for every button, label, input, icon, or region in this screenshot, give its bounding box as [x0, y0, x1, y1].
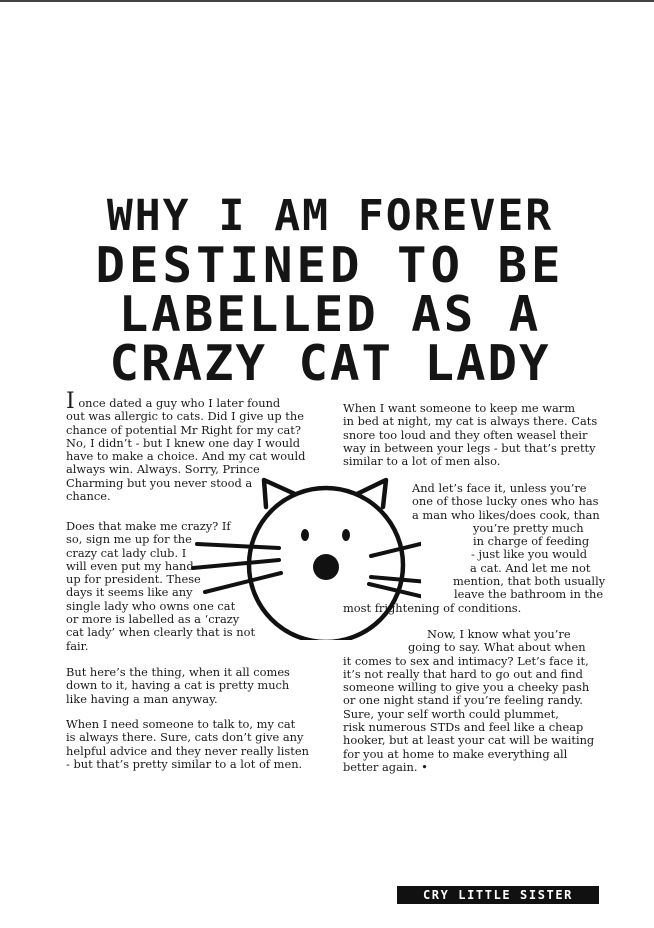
- left-paragraph-3: [66, 666, 290, 706]
- whisker: [193, 560, 279, 568]
- text-line: always win. Always. Sorry, Prince: [66, 462, 260, 477]
- headline-line-3: LABELLED AS A: [118, 286, 542, 343]
- text-line: hooker, but at least your cat will be waiting: [343, 733, 595, 748]
- text-line: in charge of feeding: [473, 534, 590, 549]
- text-line: crazy cat lady club. I: [66, 545, 187, 560]
- text-line: someone willing to give you a cheeky pash: [343, 680, 590, 695]
- cat-left-eye: [301, 529, 309, 541]
- text-line: fair.: [66, 638, 89, 653]
- text-line: is always there. Sure, cats don’t give any: [66, 730, 304, 745]
- text-line: chance of potential Mr Right for my cat?: [66, 422, 301, 437]
- text-line: way in between your legs - but that’s pretty: [343, 440, 596, 455]
- text-line: snore too loud and they often weasel their: [343, 427, 588, 442]
- text-line: When I need someone to talk to, my cat: [66, 717, 296, 731]
- article-headline: [60, 191, 600, 392]
- right-paragraph-1: [343, 402, 597, 468]
- text-line: But here’s the thing, when it all comes: [66, 665, 290, 679]
- right-paragraph-3: [343, 628, 594, 774]
- text-line: have to make a choice. And my cat would: [66, 449, 306, 464]
- text-line: When I want someone to keep me warm: [343, 401, 576, 415]
- text-line: in bed at night, my cat is always there. Cats: [343, 414, 598, 429]
- text-line: Sure, your self worth could plummet,: [343, 706, 559, 721]
- text-line: it comes to sex and intimacy? Let’s face it,: [343, 653, 589, 668]
- text-line: for you at home to make everything all: [343, 746, 568, 761]
- magazine-brand-label: CRY LITTLE SISTER: [397, 886, 599, 904]
- text-line: mention, that both usually: [453, 574, 606, 589]
- whisker: [371, 577, 421, 584]
- text-line: up for president. These: [66, 572, 201, 587]
- headline-line-1: WHY I AM FOREVER: [106, 191, 554, 241]
- text-line: No, I didn’t - but I knew one day I would: [66, 435, 301, 450]
- text-line: single lady who owns one cat: [66, 598, 236, 613]
- top-rule: [0, 0, 654, 2]
- text-line: - but that’s pretty similar to a lot of men.: [66, 756, 303, 771]
- whisker: [205, 573, 281, 592]
- text-line: helpful advice and they never really listen: [66, 743, 309, 758]
- text-line: Now, I know what you’re: [427, 627, 571, 641]
- text-line: And let’s face it, unless you’re: [412, 481, 587, 495]
- text-line: Does that make me crazy? If: [66, 519, 231, 533]
- text-line: so, sign me up for the: [66, 532, 192, 547]
- cat-nose: [313, 554, 339, 580]
- whisker: [197, 544, 279, 548]
- text-line: leave the bathroom in the: [454, 587, 604, 602]
- text-line: or one night stand if you’re feeling randy.: [343, 693, 583, 708]
- text-line: cat lady’ when clearly that is not: [66, 625, 256, 640]
- headline-line-2: DESTINED TO BE: [95, 237, 565, 294]
- text-line: better again. •: [343, 759, 428, 774]
- text-line: Charming but you never stood a: [66, 475, 253, 490]
- text-line: a man who likes/does cook, than: [412, 507, 600, 522]
- cat-whiskers: [193, 532, 421, 602]
- drop-cap: I: [66, 389, 75, 414]
- text-line: chance.: [66, 489, 111, 504]
- text-line: similar to a lot of men also.: [343, 454, 501, 469]
- text-line: days it seems like any: [66, 585, 193, 600]
- text-line: or more is labelled as a ‘crazy: [66, 612, 240, 627]
- text-line: [66, 389, 305, 414]
- cat-right-eye: [342, 529, 350, 541]
- cat-face-icon: [191, 470, 421, 640]
- left-paragraph-4: [66, 718, 309, 771]
- text-line: going to say. What about when: [408, 640, 586, 655]
- text-line: one of those lucky ones who has: [412, 494, 599, 509]
- text-line: - just like you would: [471, 547, 588, 562]
- text-line: down to it, having a cat is pretty much: [66, 678, 290, 693]
- headline-line-4: CRAZY CAT LADY: [109, 335, 551, 392]
- text-line: will even put my hand: [66, 558, 194, 573]
- text-line-rest: once dated a guy who I later found: [74, 396, 281, 410]
- text-line: a cat. And let me not: [470, 560, 591, 575]
- text-line: risk numerous STDs and feel like a cheap: [343, 720, 584, 735]
- text-line: you’re pretty much: [473, 520, 584, 535]
- text-line: out was allergic to cats. Did I give up the: [66, 409, 304, 424]
- text-line: like having a man anyway.: [66, 691, 218, 706]
- text-line: it’s not really that hard to go out and find: [343, 666, 583, 681]
- text-line: most frightening of conditions.: [343, 600, 522, 615]
